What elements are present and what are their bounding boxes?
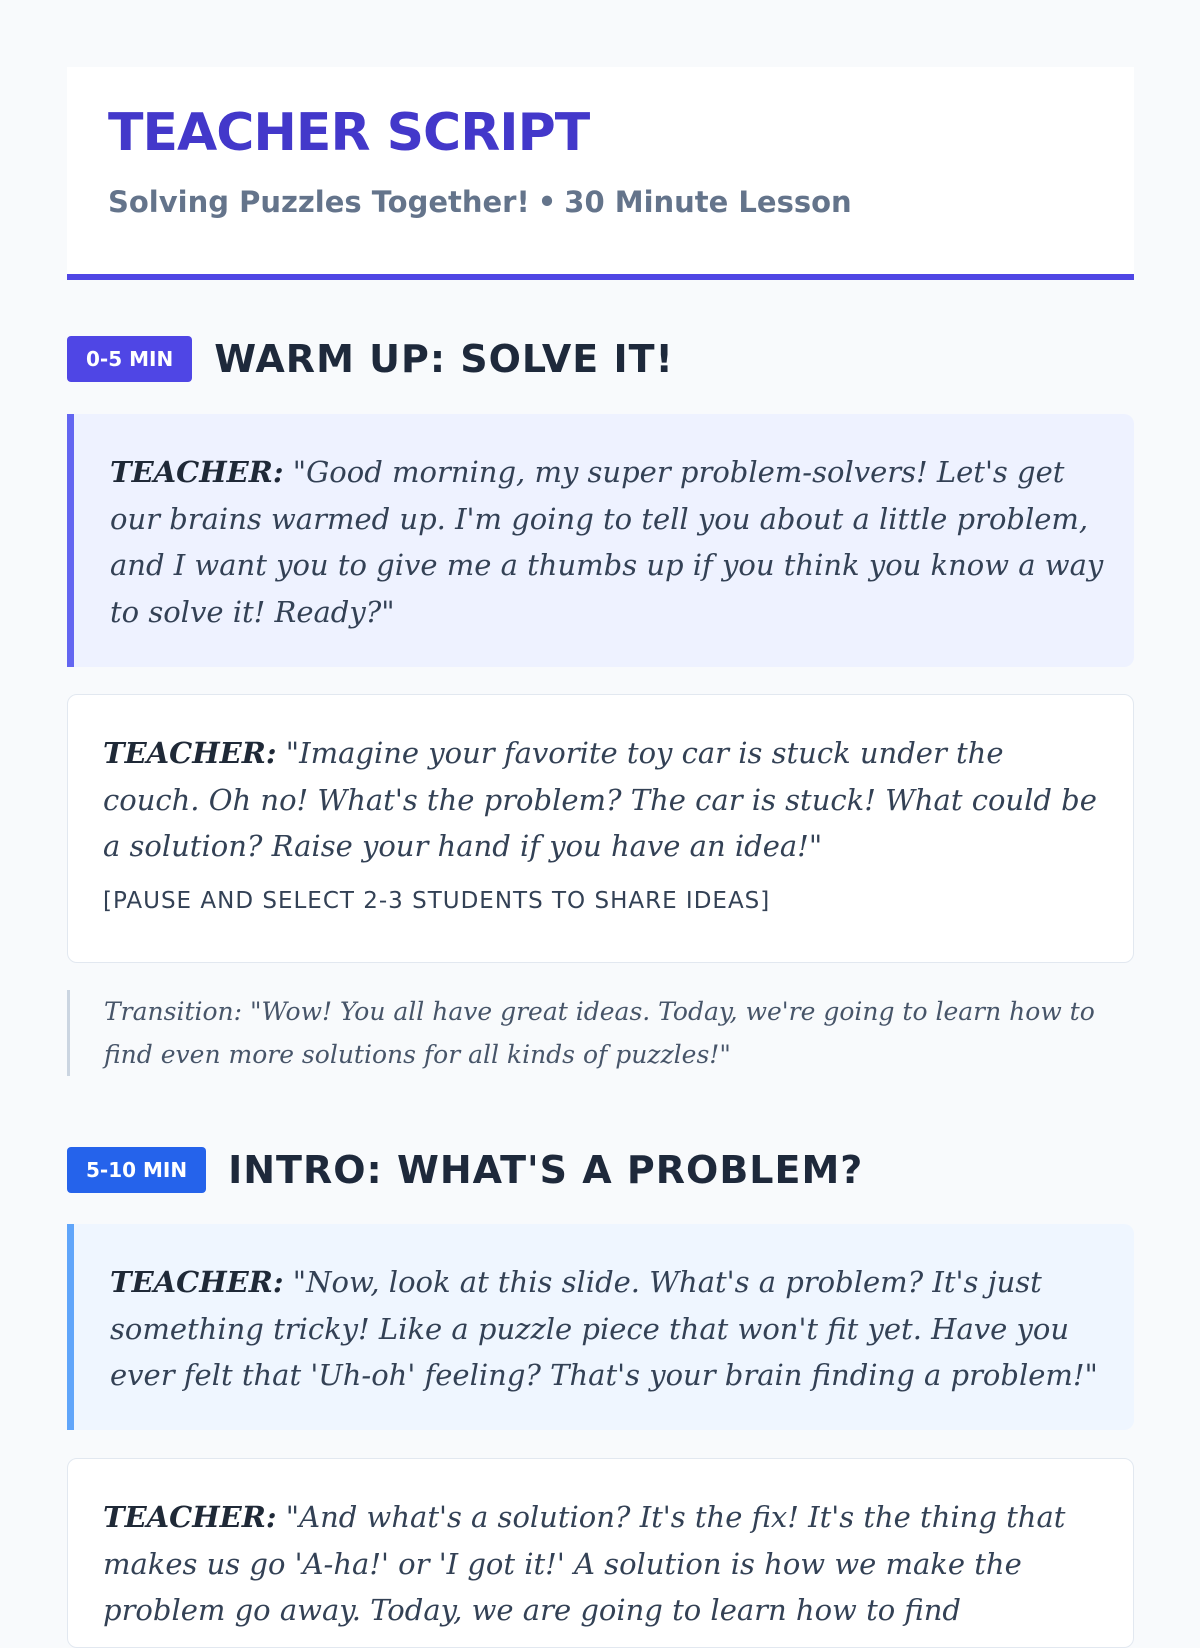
- teacher-script-block: [67, 1224, 1134, 1430]
- lesson-title: Solving Puzzles Together!: [108, 185, 530, 219]
- header-card: [67, 67, 1134, 280]
- lesson-duration: 30 Minute Lesson: [564, 185, 852, 219]
- transition-note: Transition: "Wow! You all have great ideas. Today, we're going to learn how to find even more solutions for all kinds of puzzles!": [67, 990, 1134, 1076]
- script-text: "Good morning, my super problem-solvers! Let's get our brains warmed up. I'm going to tell you about a little problem, and I want you to give me a thumbs up if you think you know a way to solve it! Ready?": [110, 455, 1104, 629]
- stage-direction: [PAUSE AND SELECT 2-3 STUDENTS TO SHARE IDEAS]: [103, 887, 771, 914]
- speaker-label: TEACHER:: [110, 1265, 284, 1299]
- teacher-script-block: [67, 1458, 1134, 1648]
- section-title: WARM UP: SOLVE IT!: [214, 337, 674, 381]
- teacher-script-block: [67, 414, 1134, 667]
- script-text: "And what's a solution? It's the fix! It's the thing that makes us go 'A-ha!' or 'I got it!' A solution is how we make the problem go away. Today, we are going to learn how to find: [103, 1500, 1066, 1627]
- lesson-subtitle: [108, 185, 1093, 219]
- speaker-label: TEACHER:: [103, 736, 277, 770]
- section-heading-intro: [67, 1147, 863, 1193]
- page-title: TEACHER SCRIPT: [108, 103, 590, 163]
- time-badge: 0-5 MIN: [67, 336, 192, 382]
- teacher-script-block: [67, 694, 1134, 963]
- section-heading-warm-up: [67, 336, 674, 382]
- speaker-label: TEACHER:: [110, 455, 284, 489]
- section-title: INTRO: WHAT'S A PROBLEM?: [228, 1148, 864, 1192]
- separator-dot: •: [537, 185, 557, 219]
- script-text: "Imagine your favorite toy car is stuck under the couch. Oh no! What's the problem? The car is stuck! What could be a solution? Raise your hand if you have an idea!": [103, 736, 1097, 863]
- time-badge: 5-10 MIN: [67, 1147, 206, 1193]
- script-text: "Now, look at this slide. What's a problem? It's just something tricky! Like a puzzle piece that won't fit yet. Have you ever felt that 'Uh-oh' feeling? That's your brain finding a problem!": [110, 1265, 1098, 1392]
- speaker-label: TEACHER:: [103, 1500, 277, 1534]
